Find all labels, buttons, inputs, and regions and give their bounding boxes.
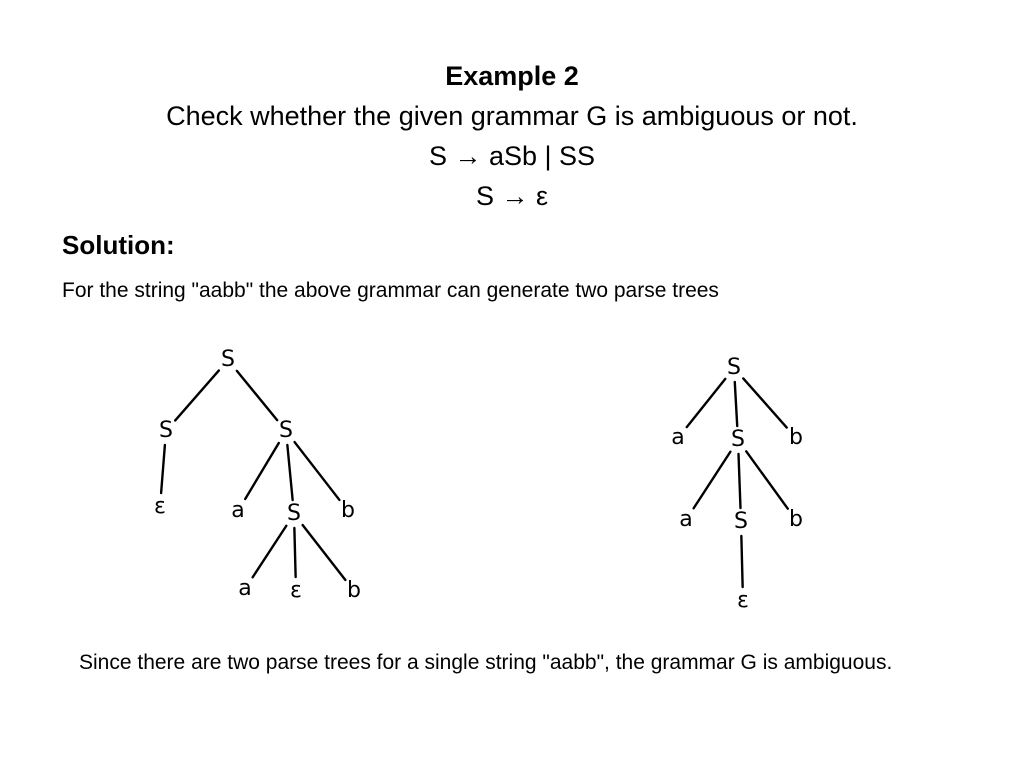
tree-node: b — [789, 507, 803, 532]
tree-edge — [735, 382, 737, 426]
tree-node: a — [679, 507, 693, 532]
solution-text: For the string "aabb" the above grammar can generate two parse trees — [62, 279, 719, 302]
conclusion-text: Since there are two parse trees for a single string "aabb", the grammar G is ambiguous. — [79, 651, 893, 674]
tree-node: S — [734, 509, 748, 534]
tree-node: ε — [737, 588, 749, 613]
tree-edge — [687, 379, 726, 427]
tree-node: S — [727, 355, 741, 380]
tree-node: S — [731, 427, 745, 452]
tree-edge — [161, 445, 165, 493]
tree-edge — [303, 525, 346, 580]
tree-edge — [245, 443, 279, 499]
tree-edge — [694, 452, 731, 509]
tree-edge — [294, 528, 295, 577]
tree-node: a — [671, 425, 685, 450]
tree-node: S — [159, 418, 173, 443]
tree-node: S — [221, 347, 235, 372]
slide-title: Example 2 — [445, 61, 579, 91]
tree-node: a — [238, 576, 252, 601]
tree-node: S — [287, 501, 301, 526]
tree-edge — [237, 371, 277, 420]
tree-edge — [175, 371, 219, 421]
tree-edge — [746, 451, 788, 508]
tree-edge — [743, 378, 786, 427]
tree-node: b — [347, 578, 361, 603]
parse-tree-2 — [671, 355, 803, 613]
tree-node: b — [341, 498, 355, 523]
tree-node: ε — [290, 578, 302, 603]
solution-heading: Solution: — [62, 230, 175, 260]
grammar-rule-2: S → ε — [475, 181, 549, 211]
tree-edge — [295, 442, 340, 500]
tree-node: a — [231, 498, 245, 523]
grammar-rule-1: S → aSb | SS — [428, 141, 596, 171]
question-text: Check whether the given grammar G is ambiguous or not. — [166, 101, 858, 131]
tree-edge — [739, 454, 741, 508]
tree-edge — [741, 536, 742, 587]
tree-node: b — [789, 425, 803, 450]
tree-edge — [253, 526, 287, 578]
tree-node: ε — [154, 494, 166, 519]
tree-node: S — [279, 418, 293, 443]
tree-edge — [287, 445, 292, 500]
parse-tree-1 — [154, 347, 361, 603]
